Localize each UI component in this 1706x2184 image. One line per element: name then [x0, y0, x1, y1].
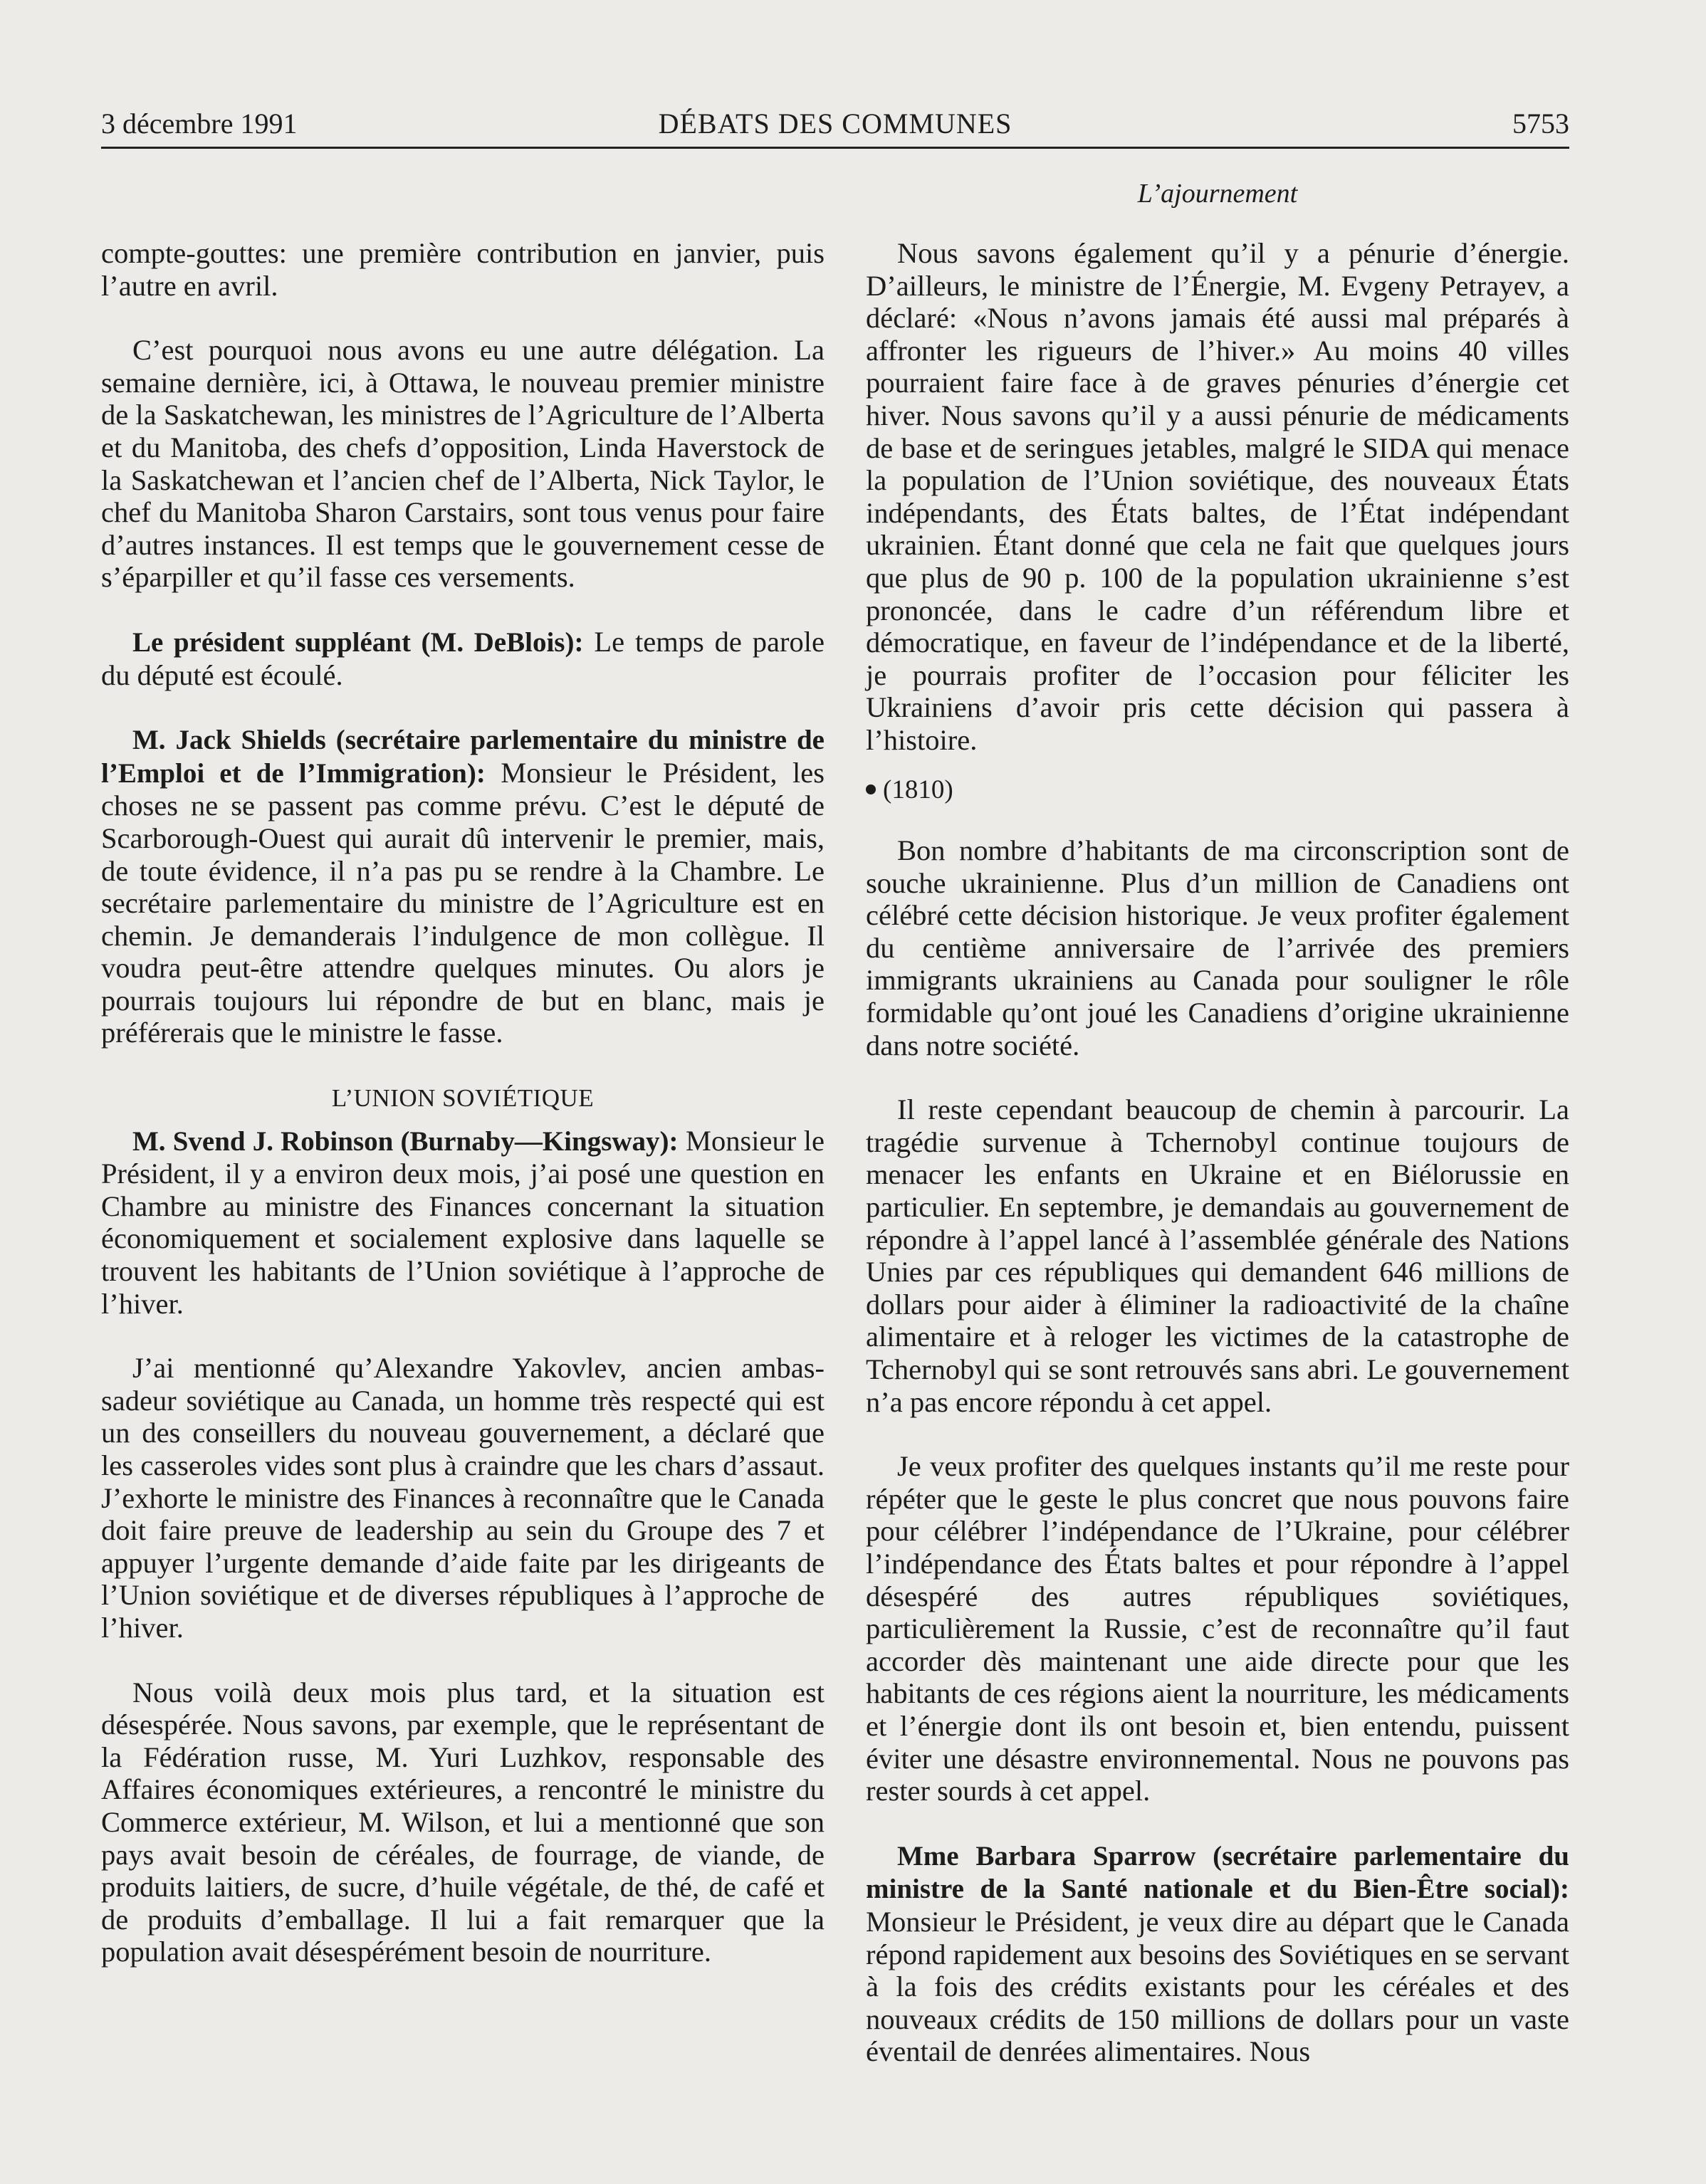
bullet-icon [866, 784, 876, 794]
left-column [101, 237, 825, 1968]
left-paragraph-7: Nous voilà deux mois plus tard, et la situation est désespérée. Nous savons, par exemple, que le représentant de la Fédération russe, M. Yuri Luzhkov, responsable des Affaires économiques extérieures, a rencontré le ministre du Commerce extérieur, M. Wilson, et lui a mentionné que son pays avait besoin de céréales, de fourrage, de viande, de produits laitiers, de sucre, d’huile végétale, de thé, de café et de produits d’emballage. Il lui a fait remarquer que la population avait désespérément besoin de nourriture. [101, 1676, 825, 1968]
running-head: L’ajournement [1137, 179, 1298, 209]
time-stamp [866, 774, 1569, 807]
left-paragraph-2: C’est pourquoi nous avons eu une autre délégation. La semaine dernière, ici, à Ottawa, le nouveau premier ministre de la Saskatchewan, les ministres de l’Agriculture de l’Alberta et du Manitoba, des chefs d’opposition, Linda Haverstock de la Saskatchewan et l’ancien chef de l’Alberta, Nick Taylor, le chef du Manitoba Sharon Carstairs, sont tous venus pour faire d’autres instances. Il est temps que le gouvernement cesse de s’éparpiller et qu’il fasse ces versements. [101, 334, 825, 594]
speech-text: Le temps de parole du député est écoulé. [101, 625, 825, 691]
speaker-name: M. Svend J. Robinson (Burnaby—Kingsway): [132, 1125, 679, 1157]
right-paragraph-3: Il reste cependant beaucoup de chemin à parcourir. La tragédie survenue à Tchernobyl continue toujours de menacer les enfants en Ukraine et en Biélorussie en particulier. En septembre, je demandais au gouvernement de répondre à l’appel lancé à l’assemblée générale des Nations Unies par ces républiques qui demandent 646 millions de dollars pour aider à éliminer la radioactivité de la chaîne alimentaire et à reloger les victimes de la catastrophe de Tchernobyl qui se sont retrouvés sans abri. Le gouvernement n’a pas encore répondu à cet appel. [866, 1093, 1569, 1418]
speaker-name: Le président suppléant (M. DeBlois): [132, 626, 584, 658]
header-date: 3 décembre 1991 [101, 107, 298, 140]
right-paragraph-1: Nous savons également qu’il y a pénurie d’énergie. D’ailleurs, le ministre de l’Énergie, M. Evgeny Petrayev, a déclaré: «Nous n’avons jamais été aussi mal préparés à affronter les rigueurs de l’hiver.» Au moins 40 villes pourraient faire face à de graves pénuries d’énergie cet hiver. Nous savons qu’il y a aussi pénurie de médicaments de base et de seringues jetables, malgré le SIDA qui menace la population de l’Union soviétique, des nouveaux États indépendants, des États baltes, de l’État indépendant ukrainien. Étant donné que cela ne fait que quelques jours que plus de 90 p. 100 de la population ukrainienne s’est prononcée, dans le cadre d’un référendum libre et démocratique, en faveur de l’indépendance et de la liberté, je pourrais profiter de l’occasion pour féliciter les Ukrainiens d’avoir pris cette décision qui passera à l’histoire. [866, 237, 1569, 756]
left-paragraph-5 [101, 1125, 825, 1321]
left-paragraph-1: compte-gouttes: une première contribution en janvier, puis l’autre en avril. [101, 237, 825, 302]
left-paragraph-4 [101, 723, 825, 1049]
time-stamp-text: (1810) [883, 775, 953, 804]
speaker-name: M. Jack Shields (secrétaire parlementaire du ministre de l’Emploi et de l’Immigration): [101, 725, 825, 789]
header-title: DÉBATS DES COMMUNES [658, 107, 1012, 140]
header-page-number: 5753 [1512, 107, 1569, 140]
right-column [866, 237, 1569, 2068]
page-header [101, 101, 1569, 149]
speech-text: Monsieur le Président, il y a environ deux mois, j’ai posé une question en Chambre au ministre des Finances concernant la situation économiquement et socialement explosive dans laquelle se trouvent les habitants de l’Union soviétique à l’approche de l’hiver. [101, 1124, 825, 1320]
section-title: L’UNION SOVIÉTIQUE [331, 1084, 595, 1113]
right-paragraph-4: Je veux profiter des quelques instants qu’il me reste pour répéter que le geste le plus concret que nous pouvons faire pour célébrer l’indépendance de l’Ukraine, pour célébrer l’indépendance des États baltes et pour répondre à l’appel désespéré des autres républiques soviétiques, particulièrement la Russie, c’est de reconnaître qu’il faut accorder dès maintenant une aide directe pour que les habitants de ces régions aient la nourriture, les médicaments et l’énergie dont ils ont besoin et, bien entendu, puissent éviter une désastre environnemental. Nous ne pouvons pas rester sourds à cet appel. [866, 1450, 1569, 1807]
speech-text: Monsieur le Président, je veux dire au départ que le Canada répond rapidement aux besoins des Soviétiques en se servant à la fois des crédits existants pour les céréales et des nouveaux crédits de 150 millions de dollars pour un vaste éventail de denrées alimentaires. Nous [866, 1905, 1569, 2068]
left-paragraph-6: J’ai mentionné qu’Alexandre Yakovlev, ancien ambassadeur soviétique au Canada, un homme très respecté qui est un des conseillers du nouveau gouvernement, a déclaré que les casseroles vides sont plus à craindre que les chars d’assaut. J’exhorte le ministre des Finances à reconnaître que le Canada doit faire preuve de leadership au sein du Groupe des 7 et appuyer l’urgente demande d’aide faite par les dirigeants de l’Union soviétique et de diverses républiques à l’approche de l’hiver. [101, 1352, 825, 1644]
speaker-name: Mme Barbara Sparrow (secrétaire parlementaire du ministre de la Santé nationale et du Bien-Être social): [866, 1840, 1569, 1905]
left-paragraph-3 [101, 626, 825, 691]
right-paragraph-5 [866, 1839, 1569, 2068]
right-paragraph-2: Bon nombre d’habitants de ma circonscription sont de souche ukrainienne. Plus d’un million de Canadiens ont célébré cette décision historique. Je veux profiter également du centième anniversaire de l’arrivée des premiers immigrants ukrainiens au Canada pour souligner le rôle formidable qu’ont joué les Canadiens d’origine ukrainienne dans notre société. [866, 834, 1569, 1061]
speech-text: Monsieur le Président, les choses ne se passent pas comme prévu. C’est le député de Scarborough-Ouest qui aurait dû intervenir le premier, mais, de toute évidence, il n’a pas pu se rendre à la Chambre. Le secrétaire parlementaire du ministre de l’Agriculture est en chemin. Je demanderais l’indulgence de mon collègue. Il voudra peut-être attendre quelques minutes. Ou alors je pourrais toujours lui répondre de but en blanc, mais je préférerais que le ministre le fasse. [101, 756, 825, 1049]
